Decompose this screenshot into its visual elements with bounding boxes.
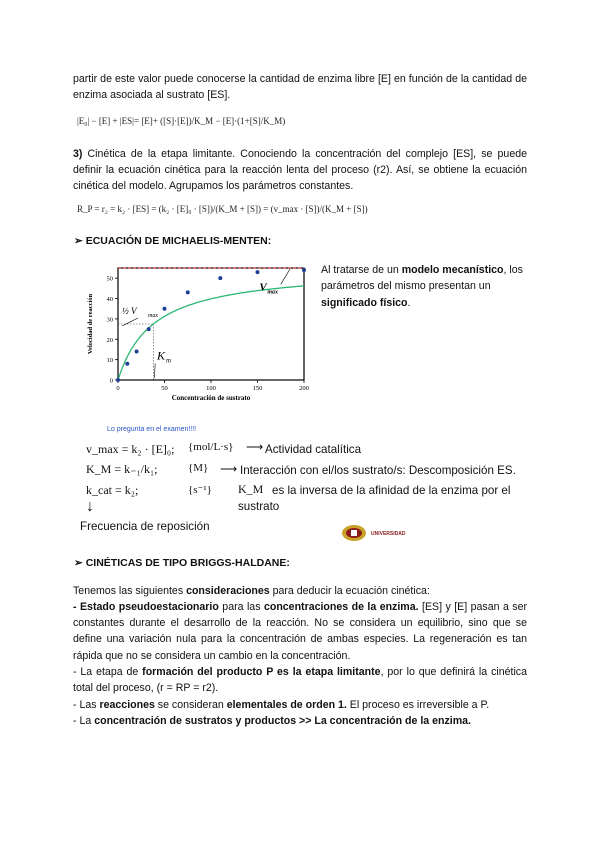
side-text-3: .: [407, 296, 411, 309]
side-text-2: , los parámetros del mismo presentan un: [321, 264, 523, 293]
bh-c3-t3: El proceso es irreversible a P.: [346, 699, 490, 711]
kcat-definition: k_cat = k₂;: [86, 483, 139, 497]
vmax-definition: v_max = k₂ · [E]₀;: [86, 442, 175, 456]
y-axis-label: Velocidad de reacción: [87, 293, 94, 355]
y-tick-label: 10: [106, 357, 113, 365]
kcat-unit: {s⁻¹}: [188, 484, 212, 496]
y-tick-label: 30: [106, 316, 113, 324]
bh-c1-bold2: concentraciones de la enzima.: [263, 601, 419, 613]
heading-briggs-haldane: ➢ CINÉTICAS DE TIPO BRIGGS-HALDANE:: [74, 557, 290, 569]
km-pointer: [154, 364, 155, 378]
michaelis-menten-chart: [78, 262, 310, 408]
step3-number: 3): [73, 148, 83, 160]
data-point: [147, 327, 151, 331]
bh-c3-t1: - Las: [73, 699, 100, 711]
km-inverse-text-1: es la inversa de la afinidad de la enzima por el: [272, 484, 511, 497]
bh-consideration-3: [73, 697, 527, 713]
km-inverse-symbol: K_M: [238, 482, 264, 496]
data-point: [163, 307, 167, 311]
km-unit: {M}: [188, 462, 209, 474]
km-label: K: [157, 348, 166, 363]
bh-consideration-1: [73, 599, 527, 664]
side-paragraph: [321, 262, 526, 311]
exam-note: Lo pregunta en el examen!!!!: [107, 426, 197, 433]
y-tick-label: 0: [109, 377, 113, 385]
bh-c4-bold: concentración de sustratos y productos >> La concentración de la enzima.: [94, 715, 471, 727]
logo-text: UNIVERSIDAD: [371, 531, 406, 537]
bh-intro-2: para deducir la ecuación cinética:: [269, 585, 430, 597]
km-inverse-text-2: sustrato: [238, 500, 280, 513]
data-point: [135, 349, 139, 353]
bh-consideration-4: [73, 713, 527, 729]
bh-c2-bold: formación del producto P es la etapa limitante: [142, 666, 381, 678]
x-axis-label: Concentración de sustrato: [171, 394, 251, 402]
vmax-pointer: [281, 269, 290, 284]
data-point: [302, 268, 306, 272]
km-description: Interacción con el/los sustrato/s: Descomposición ES.: [240, 464, 516, 477]
x-tick-label: 0: [116, 385, 120, 392]
side-text-1: Al tratarse de un: [321, 264, 402, 276]
heading-michaelis-menten: ➢ ECUACIÓN DE MICHAELIS-MENTEN:: [74, 235, 272, 247]
arrow-right-icon: ⟶: [220, 462, 238, 476]
data-point: [186, 290, 190, 294]
bh-consideration-2: [73, 664, 527, 696]
data-point: [218, 276, 222, 280]
university-logo: [340, 524, 368, 542]
km-definition: K_M = k₋₁/k₁;: [86, 462, 158, 476]
data-point: [256, 270, 260, 274]
y-tick-label: 20: [106, 336, 113, 344]
bh-intro: [73, 583, 527, 599]
data-point: [125, 362, 129, 366]
formula-enzyme-balance: |E₀| − [E] + |ES|= [E]+ ([S]·[E])/K_M − [E]·(1+[S]/K_M): [77, 116, 286, 126]
arrow-down-icon: ↓: [86, 498, 94, 515]
bh-c3-t2: se consideran: [154, 699, 227, 711]
km-sub: m: [166, 356, 172, 365]
vmax-label: V: [259, 281, 267, 294]
half-vmax-sub: max: [148, 313, 158, 319]
vmax-description: Actividad catalítica: [265, 443, 362, 456]
half-vmax-label: ½ V: [122, 306, 137, 316]
vmax-sub: max: [267, 289, 279, 296]
bh-intro-1: Tenemos las siguientes: [73, 585, 187, 597]
arrow-right-icon: ⟶: [246, 440, 264, 454]
intro-text: partir de este valor puede conocerse la cantidad de enzima libre [E] en función de la cantidad de enzima asociada al sustrato [ES].: [73, 73, 527, 102]
bh-c4-t1: - La: [73, 715, 95, 727]
bh-c1-t2: [ES] y [E] pasan a ser constantes durante el desarrollo de la reacción. No se considera un equilibrio, sino que se define una variación nula para la concentración de ambas especies. La regeneración es tan rápida que no se considera un cambio en la concentración.: [73, 601, 528, 662]
mm-curve: [118, 286, 304, 380]
vmax-unit: {mol/L·s}: [188, 441, 234, 453]
x-tick-label: 100: [206, 385, 216, 392]
y-tick-label: 40: [106, 296, 113, 304]
x-tick-label: 50: [161, 385, 168, 392]
intro-paragraph: [73, 71, 527, 103]
x-tick-label: 200: [299, 385, 309, 392]
kcat-description: Frecuencia de reposición: [80, 520, 210, 533]
formula-kinetic-equation: R_P = r₂ = k₂ · [ES] = (k₂ · [E]₀ · [S])/(K_M + [S]) = (v_max · [S])/(K_M + [S]): [77, 204, 368, 214]
data-point: [116, 378, 120, 382]
bh-c2-t2: , por lo que definirá la cinética total del proceso, (r = RP = r2).: [73, 666, 527, 695]
bh-c1-t1: para las: [218, 601, 264, 613]
half-vmax-pointer: [122, 318, 138, 326]
step3-text: Cinética de la etapa limitante. Conociendo la concentración del complejo [ES], se puede definir la ecuación cinética para la reacción lenta del proceso (r2). Así, se obtiene la ecuación cinética del modelo. Agrupamos los parámetros constantes.: [73, 148, 527, 193]
bh-c1-bold1: - Estado pseudoestacionario: [73, 601, 219, 613]
bh-c3-bold2: elementales de orden 1.: [226, 699, 347, 711]
step3-paragraph: [73, 146, 527, 195]
bh-c3-bold1: reacciones: [99, 699, 155, 711]
bh-c2-t1: - La etapa de: [73, 666, 143, 678]
bh-intro-bold: consideraciones: [186, 585, 270, 597]
side-bold-physical: significado físico: [321, 296, 408, 309]
y-tick-label: 50: [106, 275, 113, 283]
x-tick-label: 150: [252, 385, 263, 392]
side-bold-mechanistic: modelo mecanístico: [401, 264, 504, 276]
